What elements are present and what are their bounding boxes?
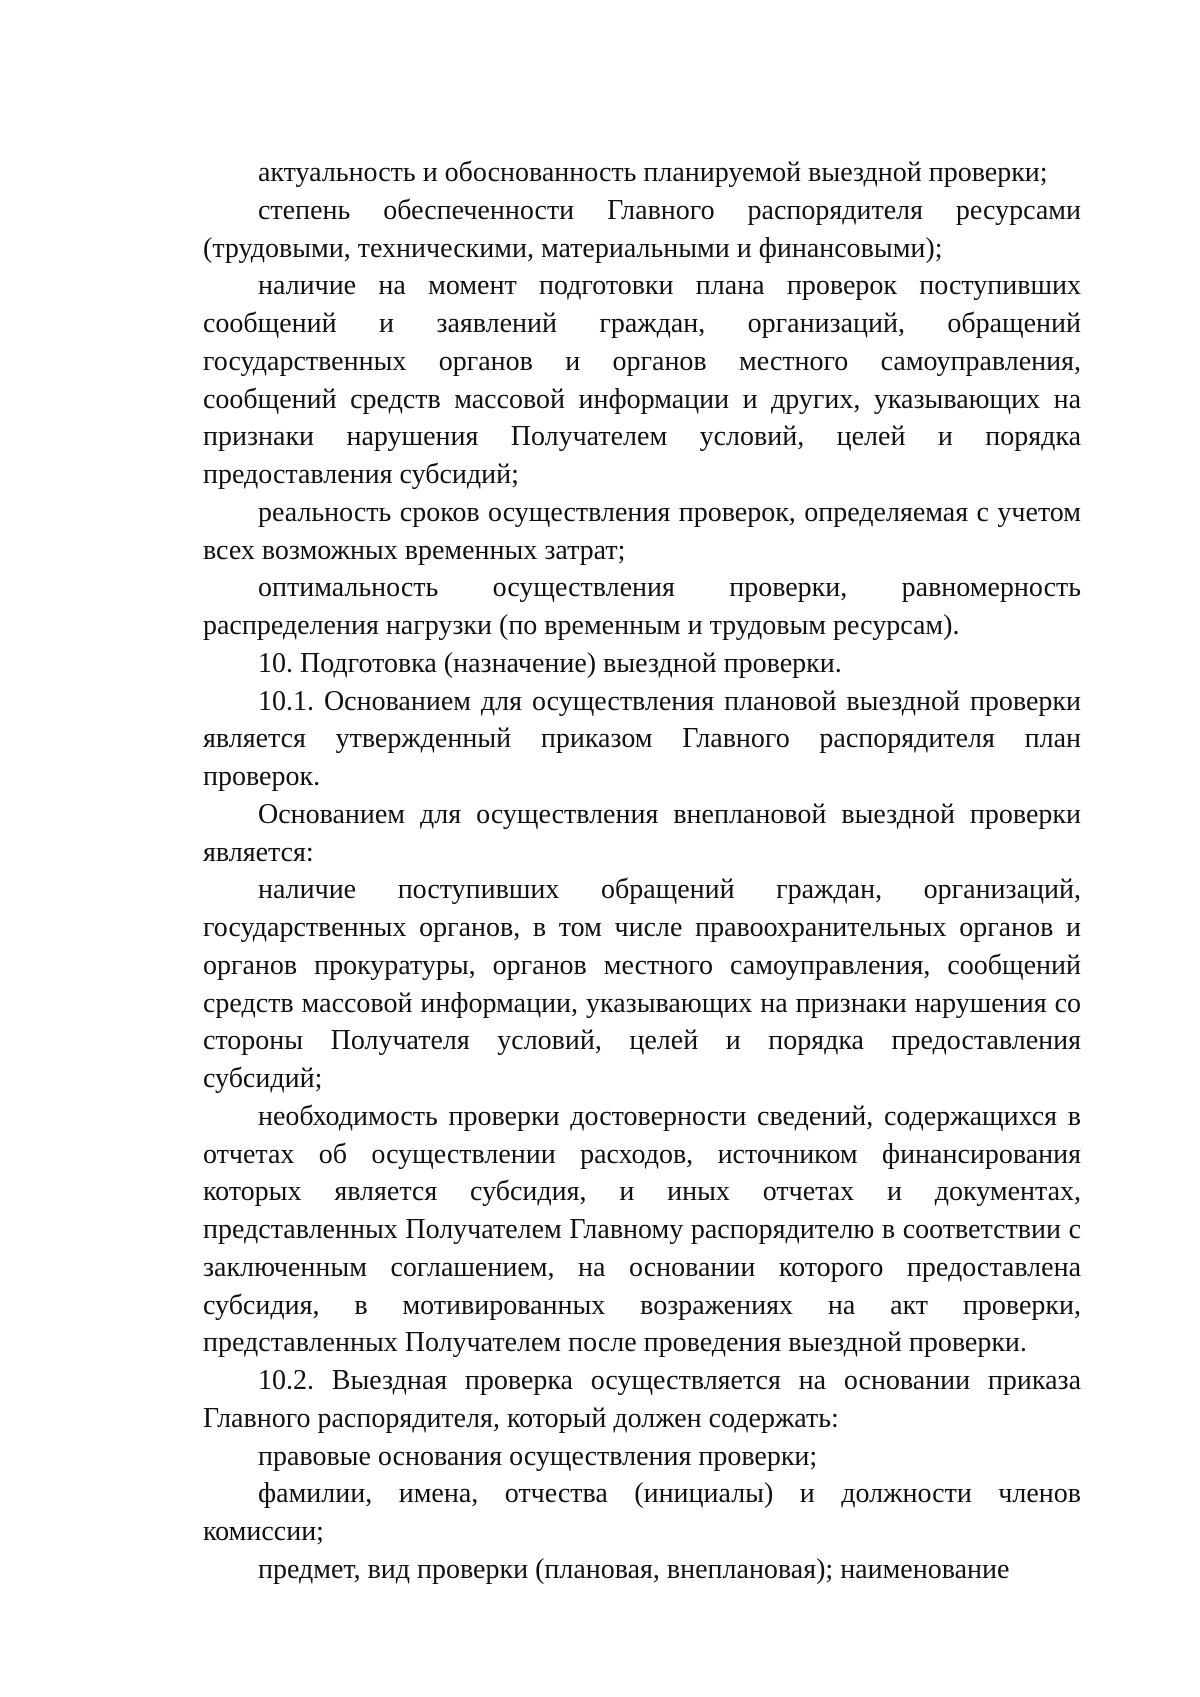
section-10-heading: 10. Подготовка (назначение) выездной проверки. xyxy=(258,647,842,679)
paragraph-reports-received: наличие на момент подготовки плана проверок поступивших сообщений и заявлений граждан, организаций, обращений государственных органов и органов местного самоуправления, сообщений средств массовой информации и других, указывающих на признаки нарушения Получателем условий, целей и порядка предоставления субсидий; xyxy=(203,270,1081,490)
paragraph-resources: степень обеспеченности Главного распорядителя ресурсами (трудовыми, техническими, материальными и финансовыми); xyxy=(203,194,1081,264)
paragraph-verification-need: необходимость проверки достоверности сведений, содержащихся в отчетах об осуществлении расходов, источником финансирования которых является субсидия, и иных отчетах и документах, представленных Получателем Главному распорядителю в соответствии с заключенным соглашением, на основании которого предоставлена субсидия, в мотивированных возражениях на акт проверки, представленных Получателем после проведения выездной проверки. xyxy=(203,1100,1081,1359)
paragraph-commission-members: фамилии, имена, отчества (инициалы) и должности членов комиссии; xyxy=(203,1478,1081,1547)
paragraph-10-1: 10.1. Основанием для осуществления плановой выездной проверки является утвержденный приказом Главного распорядителя план проверок. xyxy=(203,685,1081,792)
document-page xyxy=(203,154,1081,1589)
paragraph-optimality: оптимальность осуществления проверки, равномерность распределения нагрузки (по временным и трудовым ресурсам). xyxy=(203,572,1081,641)
paragraph-legal-grounds: правовые основания осуществления проверки; xyxy=(258,1440,818,1472)
paragraph-subject-type: предмет, вид проверки (плановая, внеплановая); наименование xyxy=(258,1553,1010,1585)
paragraph-10-2: 10.2. Выездная проверка осуществляется на основании приказа Главного распорядителя, который должен содержать: xyxy=(203,1365,1081,1434)
paragraph-relevance: актуальность и обоснованность планируемой выездной проверки; xyxy=(258,157,1048,188)
paragraph-deadlines: реальность сроков осуществления проверок, определяемая с учетом всех возможных временных затрат; xyxy=(203,496,1081,566)
paragraph-unplanned-basis: Основанием для осуществления внеплановой выездной проверки является: xyxy=(203,798,1081,868)
paragraph-appeals: наличие поступивших обращений граждан, организаций, государственных органов, в том числе правоохранительных органов и органов прокуратуры, органов местного самоуправления, сообщений средств массовой информации, указывающих на признаки нарушения со стороны Получателя условий, целей и порядка предоставления субсидий; xyxy=(203,874,1081,1094)
